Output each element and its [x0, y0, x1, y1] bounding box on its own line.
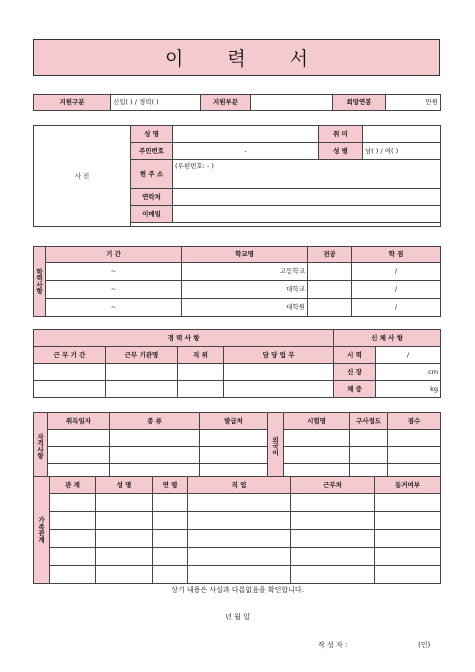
- career-cell[interactable]: [34, 364, 106, 381]
- career-header: 경 력 사 항: [34, 330, 334, 347]
- fam-header-workplace: 근무처: [291, 477, 375, 494]
- fam-cell[interactable]: [96, 494, 153, 512]
- title-char-2: 력: [227, 48, 246, 70]
- fam-cell[interactable]: [50, 512, 96, 530]
- name-label: 성 명: [131, 126, 173, 143]
- name-field[interactable]: [173, 126, 319, 143]
- address-field[interactable]: (우편번호: - ): [173, 160, 441, 189]
- edu-period-1[interactable]: ~: [46, 263, 182, 281]
- lang-header-score: 점수: [388, 413, 441, 430]
- fam-cell[interactable]: [375, 566, 441, 584]
- qual-header-type: 종 류: [110, 413, 200, 430]
- date-line: 년 월 일: [225, 613, 250, 621]
- body-vision-label: 시 력: [334, 347, 376, 364]
- fam-cell[interactable]: [291, 512, 375, 530]
- edu-header-major: 전공: [308, 247, 352, 263]
- lang-cell[interactable]: [284, 447, 350, 464]
- lang-header-test: 시험명: [284, 413, 350, 430]
- career-cell[interactable]: [34, 381, 106, 398]
- qual-cell[interactable]: [200, 447, 268, 464]
- fam-cell[interactable]: [96, 566, 153, 584]
- gender-label: 성 별: [319, 143, 363, 160]
- edu-period-3[interactable]: ~: [46, 299, 182, 317]
- body-weight-field[interactable]: kg: [376, 381, 441, 398]
- edu-school-1[interactable]: 고등학교: [182, 263, 308, 281]
- fam-header-age: 연 령: [153, 477, 188, 494]
- fam-cell[interactable]: [291, 494, 375, 512]
- hobby-label: 취 미: [319, 126, 363, 143]
- edu-grade-2[interactable]: /: [352, 281, 441, 299]
- fam-cell[interactable]: [188, 530, 291, 548]
- edu-grade-1[interactable]: /: [352, 263, 441, 281]
- lang-cell[interactable]: [284, 430, 350, 447]
- career-col-period: 근 무 기 간: [34, 347, 106, 364]
- fam-cell[interactable]: [96, 530, 153, 548]
- email-field[interactable]: [173, 206, 441, 223]
- career-cell[interactable]: [224, 364, 334, 381]
- apply-type-label: 지원구분: [34, 95, 111, 111]
- fam-header-name: 성 명: [96, 477, 153, 494]
- document-title: [33, 39, 440, 76]
- writer-label: 작 성 자 :: [318, 641, 348, 649]
- fam-cell[interactable]: [188, 512, 291, 530]
- fam-cell[interactable]: [188, 548, 291, 566]
- edu-school-3[interactable]: 대학원: [182, 299, 308, 317]
- personal-info-table: [33, 125, 441, 227]
- fam-cell[interactable]: [291, 530, 375, 548]
- fam-cell[interactable]: [153, 530, 188, 548]
- edu-grade-3[interactable]: /: [352, 299, 441, 317]
- address-label: 현 주 소: [131, 160, 173, 189]
- lang-cell[interactable]: [350, 430, 388, 447]
- fam-cell[interactable]: [375, 494, 441, 512]
- body-header: 신 체 사 항: [334, 330, 441, 347]
- fam-cell[interactable]: [96, 512, 153, 530]
- body-height-label: 신 장: [334, 364, 376, 381]
- gender-field[interactable]: 남( ) / 여( ): [363, 143, 441, 160]
- qual-cell[interactable]: [110, 430, 200, 447]
- fam-header-cohabit: 동거여부: [375, 477, 441, 494]
- body-vision-field[interactable]: /: [376, 347, 441, 364]
- education-side-label: 학 력 사 항: [34, 247, 46, 317]
- career-cell[interactable]: [106, 381, 178, 398]
- career-col-org: 근무 기관명: [106, 347, 178, 364]
- dept-label: 지원부문: [201, 95, 251, 111]
- seal-mark: (인): [418, 641, 431, 649]
- fam-cell[interactable]: [375, 512, 441, 530]
- fam-cell[interactable]: [375, 548, 441, 566]
- fam-cell[interactable]: [153, 512, 188, 530]
- career-cell[interactable]: [106, 364, 178, 381]
- fam-cell[interactable]: [153, 548, 188, 566]
- phone-label: 연락처: [131, 189, 173, 206]
- career-col-duty: 담 당 업 무: [224, 347, 334, 364]
- fam-cell[interactable]: [50, 548, 96, 566]
- family-side-label: 가 족 관 계: [34, 477, 50, 584]
- qual-cell[interactable]: [110, 447, 200, 464]
- edu-header-school: 학교명: [182, 247, 308, 263]
- photo-box[interactable]: 사 진: [34, 126, 131, 227]
- confirmation-statement: 상기 내용은 사실과 다름없음을 확인합니다.: [171, 586, 304, 594]
- rrn-label: 주민번호: [131, 143, 173, 160]
- education-table: [33, 246, 441, 317]
- email-label: 이메일: [131, 206, 173, 223]
- fam-cell[interactable]: [291, 548, 375, 566]
- edu-header-grade: 학 점: [352, 247, 441, 263]
- body-height-field[interactable]: cm: [376, 364, 441, 381]
- fam-cell[interactable]: [50, 530, 96, 548]
- language-side-label: 외 국 어: [268, 413, 284, 481]
- application-info-table: [33, 94, 441, 111]
- body-weight-label: 체 중: [334, 381, 376, 398]
- qualification-table: [33, 412, 441, 481]
- lang-header-level: 구사정도: [350, 413, 388, 430]
- qual-header-issuer: 발급처: [200, 413, 268, 430]
- lang-cell[interactable]: [388, 430, 441, 447]
- fam-cell[interactable]: [188, 494, 291, 512]
- lang-cell[interactable]: [388, 447, 441, 464]
- edu-major-3[interactable]: [308, 299, 352, 317]
- fam-cell[interactable]: [153, 494, 188, 512]
- fam-cell[interactable]: [96, 548, 153, 566]
- title-char-1: 이: [164, 48, 184, 70]
- fam-cell[interactable]: [375, 530, 441, 548]
- edu-period-2[interactable]: ~: [46, 281, 182, 299]
- fam-header-job: 직 업: [188, 477, 291, 494]
- career-col-position: 직 위: [178, 347, 224, 364]
- apply-type-field[interactable]: 신입( ) / 경력( ): [111, 95, 201, 111]
- fam-cell[interactable]: [291, 566, 375, 584]
- fam-cell[interactable]: [50, 494, 96, 512]
- edu-major-2[interactable]: [308, 281, 352, 299]
- lang-cell[interactable]: [350, 447, 388, 464]
- fam-header-relation: 관 계: [50, 477, 96, 494]
- salary-field[interactable]: 만원: [386, 95, 441, 111]
- rrn-field[interactable]: -: [173, 143, 319, 160]
- phone-field[interactable]: [173, 189, 441, 206]
- career-cell[interactable]: [178, 381, 224, 398]
- career-cell[interactable]: [224, 381, 334, 398]
- edu-school-2[interactable]: 대학교: [182, 281, 308, 299]
- career-cell[interactable]: [178, 364, 224, 381]
- qual-cell[interactable]: [200, 430, 268, 447]
- edu-major-1[interactable]: [308, 263, 352, 281]
- fam-cell[interactable]: [188, 566, 291, 584]
- qual-cell[interactable]: [48, 447, 110, 464]
- qual-cell[interactable]: [48, 430, 110, 447]
- salary-label: 희망연봉: [333, 95, 386, 111]
- qualification-side-label: 자 격 사 항: [34, 413, 48, 481]
- fam-cell[interactable]: [50, 566, 96, 584]
- fam-cell[interactable]: [153, 566, 188, 584]
- dept-field[interactable]: [251, 95, 333, 111]
- hobby-field[interactable]: [363, 126, 441, 143]
- family-table: [33, 476, 441, 584]
- title-char-3: 서: [289, 48, 309, 70]
- edu-header-period: 기 간: [46, 247, 182, 263]
- qual-header-date: 취득일자: [48, 413, 110, 430]
- career-table: [33, 329, 441, 398]
